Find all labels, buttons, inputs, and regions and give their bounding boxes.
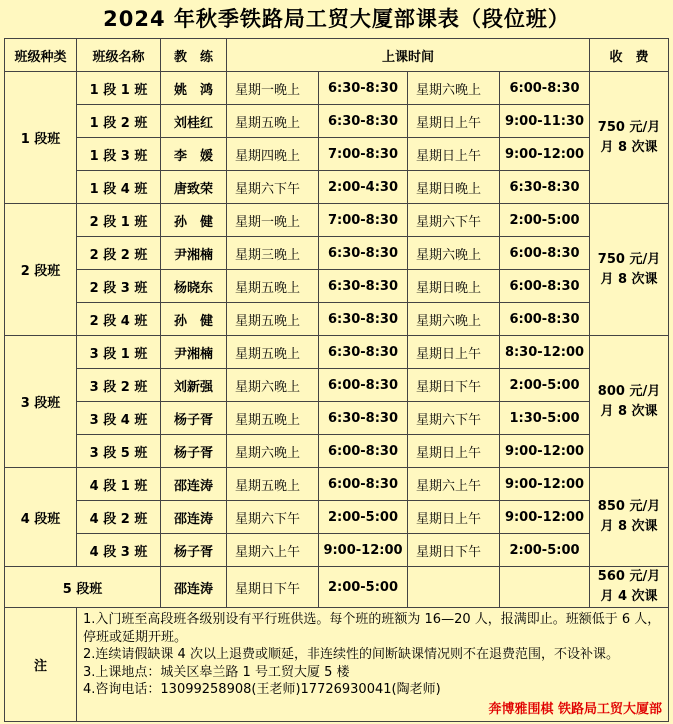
- class-name-cell: 4 段 3 班: [77, 534, 161, 567]
- group-fee-line1: 750 元/月: [597, 119, 661, 135]
- notes-label: 注: [5, 608, 77, 722]
- class-name-cell: 2 段 3 班: [77, 270, 161, 303]
- time1-cell: 2:00-4:30: [319, 171, 408, 204]
- teacher-cell: 孙 健: [161, 303, 227, 336]
- header-fee: 收 费: [590, 39, 669, 72]
- day1-cell: 星期五晚上: [227, 402, 319, 435]
- schedule-table: [4, 38, 669, 722]
- class-name-cell: 2 段 4 班: [77, 303, 161, 336]
- time2-cell: 9:00-12:00: [500, 468, 590, 501]
- teacher-cell: 尹湘楠: [161, 336, 227, 369]
- group-type-cell: 2 段班: [5, 204, 77, 336]
- time1-cell: 6:00-8:30: [319, 435, 408, 468]
- day1-cell: 星期五晚上: [227, 105, 319, 138]
- class-row: [5, 402, 669, 435]
- teacher-cell: 唐致荣: [161, 171, 227, 204]
- notes-content: [77, 608, 669, 722]
- schedule-body: [5, 72, 669, 567]
- day1-cell: 星期六上午: [227, 534, 319, 567]
- class-name-cell: 3 段 5 班: [77, 435, 161, 468]
- day2-cell: 星期日上午: [408, 501, 500, 534]
- teacher-cell: 刘桂红: [161, 105, 227, 138]
- header-type: 班级种类: [5, 39, 77, 72]
- five-dan-time2: [500, 567, 590, 608]
- time2-cell: 2:00-5:00: [500, 534, 590, 567]
- time1-cell: 6:30-8:30: [319, 336, 408, 369]
- teacher-cell: 孙 健: [161, 204, 227, 237]
- class-name-cell: 4 段 2 班: [77, 501, 161, 534]
- time1-cell: 6:30-8:30: [319, 270, 408, 303]
- class-name-cell: 1 段 1 班: [77, 72, 161, 105]
- group-fee-cell: [590, 72, 669, 204]
- note-line-2: 2.连续请假缺课 4 次以上退费或顺延，非连续性的间断缺课情况则不在退费范围，不设补课。: [83, 647, 619, 662]
- time2-cell: 2:00-5:00: [500, 369, 590, 402]
- day1-cell: 星期一晚上: [227, 72, 319, 105]
- time1-cell: 6:30-8:30: [319, 402, 408, 435]
- page-title: 2024 年秋季铁路局工贸大厦部课表（段位班）: [103, 7, 570, 31]
- day1-cell: 星期六下午: [227, 501, 319, 534]
- time1-cell: 7:00-8:30: [319, 204, 408, 237]
- time2-cell: 6:00-8:30: [500, 237, 590, 270]
- note-line-4: 4.咨询电话：13099258908(王老师)17726930041(陶老师): [83, 682, 441, 697]
- time2-cell: 6:00-8:30: [500, 72, 590, 105]
- class-row: [5, 501, 669, 534]
- day2-cell: 星期日下午: [408, 369, 500, 402]
- teacher-cell: 杨子胥: [161, 534, 227, 567]
- teacher-cell: 邵连涛: [161, 468, 227, 501]
- teacher-cell: 杨子胥: [161, 435, 227, 468]
- class-name-cell: 4 段 1 班: [77, 468, 161, 501]
- time2-cell: 9:00-12:00: [500, 501, 590, 534]
- group-fee-line2: 月 8 次课: [600, 519, 658, 534]
- time2-cell: 6:30-8:30: [500, 171, 590, 204]
- group-fee-line2: 月 8 次课: [600, 403, 658, 419]
- day1-cell: 星期六晚上: [227, 435, 319, 468]
- time2-cell: 8:30-12:00: [500, 336, 590, 369]
- group-fee-line1: 750 元/月: [597, 251, 661, 267]
- day1-cell: 星期六晚上: [227, 369, 319, 402]
- five-dan-type: 5 段班: [5, 567, 161, 608]
- class-name-cell: 1 段 4 班: [77, 171, 161, 204]
- five-dan-fee-line1: 560 元/月: [597, 569, 661, 584]
- group-fee-cell: [590, 468, 669, 567]
- time1-cell: 7:00-8:30: [319, 138, 408, 171]
- note-line-1: 1.入门班至高段班各级别设有平行班供选。每个班的班额为 16—20 人，报满即止。班额低于 6 人，停班或延期开班。: [83, 612, 661, 645]
- day2-cell: 星期六下午: [408, 402, 500, 435]
- time2-cell: 6:00-8:30: [500, 303, 590, 336]
- time1-cell: 6:30-8:30: [319, 105, 408, 138]
- class-name-cell: 1 段 3 班: [77, 138, 161, 171]
- class-row: [5, 303, 669, 336]
- teacher-cell: 李 媛: [161, 138, 227, 171]
- day1-cell: 星期三晚上: [227, 237, 319, 270]
- class-name-cell: 3 段 1 班: [77, 336, 161, 369]
- day1-cell: 星期四晚上: [227, 138, 319, 171]
- time2-cell: 9:00-12:00: [500, 138, 590, 171]
- class-name-cell: 3 段 4 班: [77, 402, 161, 435]
- day2-cell: 星期日上午: [408, 336, 500, 369]
- five-dan-fee-line2: 月 4 次课: [600, 589, 658, 604]
- five-dan-fee: [590, 567, 669, 608]
- group-fee-line1: 850 元/月: [597, 499, 661, 514]
- day2-cell: 星期六晚上: [408, 72, 500, 105]
- day2-cell: 星期六上午: [408, 468, 500, 501]
- note-line-3: 3.上课地点：城关区皋兰路 1 号工贸大厦 5 楼: [83, 664, 350, 680]
- group-type-cell: 4 段班: [5, 468, 77, 567]
- day2-cell: 星期日上午: [408, 105, 500, 138]
- time1-cell: 6:30-8:30: [319, 237, 408, 270]
- class-name-cell: 3 段 2 班: [77, 369, 161, 402]
- header-class-name: 班级名称: [77, 39, 161, 72]
- class-row: [5, 72, 669, 105]
- time2-cell: 2:00-5:00: [500, 204, 590, 237]
- class-row: [5, 171, 669, 204]
- class-row: [5, 204, 669, 237]
- time2-cell: 1:30-5:00: [500, 402, 590, 435]
- class-row: [5, 468, 669, 501]
- class-row: [5, 270, 669, 303]
- day1-cell: 星期一晚上: [227, 204, 319, 237]
- header-time: 上课时间: [227, 39, 590, 72]
- group-type-cell: 3 段班: [5, 336, 77, 468]
- time1-cell: 6:00-8:30: [319, 369, 408, 402]
- day2-cell: 星期六晚上: [408, 237, 500, 270]
- group-fee-cell: [590, 336, 669, 468]
- time1-cell: 2:00-5:00: [319, 501, 408, 534]
- day1-cell: 星期五晚上: [227, 336, 319, 369]
- day1-cell: 星期六下午: [227, 171, 319, 204]
- teacher-cell: 杨子胥: [161, 402, 227, 435]
- group-fee-line1: 800 元/月: [597, 383, 661, 399]
- five-dan-teacher: 邵连涛: [161, 567, 227, 608]
- day2-cell: 星期日晚上: [408, 171, 500, 204]
- class-name-cell: 2 段 1 班: [77, 204, 161, 237]
- teacher-cell: 姚 鸿: [161, 72, 227, 105]
- class-row: [5, 435, 669, 468]
- teacher-cell: 杨晓东: [161, 270, 227, 303]
- day1-cell: 星期五晚上: [227, 468, 319, 501]
- five-dan-day2: [408, 567, 500, 608]
- day2-cell: 星期日下午: [408, 534, 500, 567]
- group-fee-line2: 月 8 次课: [600, 139, 658, 155]
- day2-cell: 星期日上午: [408, 435, 500, 468]
- class-row: [5, 237, 669, 270]
- class-row: [5, 336, 669, 369]
- five-dan-row: [5, 567, 669, 608]
- group-fee-cell: [590, 204, 669, 336]
- time2-cell: 9:00-11:30: [500, 105, 590, 138]
- teacher-cell: 尹湘楠: [161, 237, 227, 270]
- teacher-cell: 邵连涛: [161, 501, 227, 534]
- header-teacher: 教 练: [161, 39, 227, 72]
- notes-footer-brand: 奔博雅围棋 铁路局工贸大厦部: [488, 701, 663, 717]
- group-type-cell: 1 段班: [5, 72, 77, 204]
- day2-cell: 星期日上午: [408, 138, 500, 171]
- time2-cell: 9:00-12:00: [500, 435, 590, 468]
- notes-row: [5, 608, 669, 722]
- class-name-cell: 2 段 2 班: [77, 237, 161, 270]
- time1-cell: 6:00-8:30: [319, 468, 408, 501]
- class-row: [5, 138, 669, 171]
- day1-cell: 星期五晚上: [227, 303, 319, 336]
- five-dan-day1: 星期日下午: [227, 567, 319, 608]
- class-row: [5, 534, 669, 567]
- day2-cell: 星期六晚上: [408, 303, 500, 336]
- teacher-cell: 刘新强: [161, 369, 227, 402]
- class-row: [5, 105, 669, 138]
- class-name-cell: 1 段 2 班: [77, 105, 161, 138]
- five-dan-time1: 2:00-5:00: [319, 567, 408, 608]
- class-row: [5, 369, 669, 402]
- time2-cell: 6:00-8:30: [500, 270, 590, 303]
- day2-cell: 星期六下午: [408, 204, 500, 237]
- day1-cell: 星期五晚上: [227, 270, 319, 303]
- day2-cell: 星期日晚上: [408, 270, 500, 303]
- time1-cell: 6:30-8:30: [319, 303, 408, 336]
- header-row: [5, 39, 669, 72]
- time1-cell: 9:00-12:00: [319, 534, 408, 567]
- time1-cell: 6:30-8:30: [319, 72, 408, 105]
- group-fee-line2: 月 8 次课: [600, 271, 658, 287]
